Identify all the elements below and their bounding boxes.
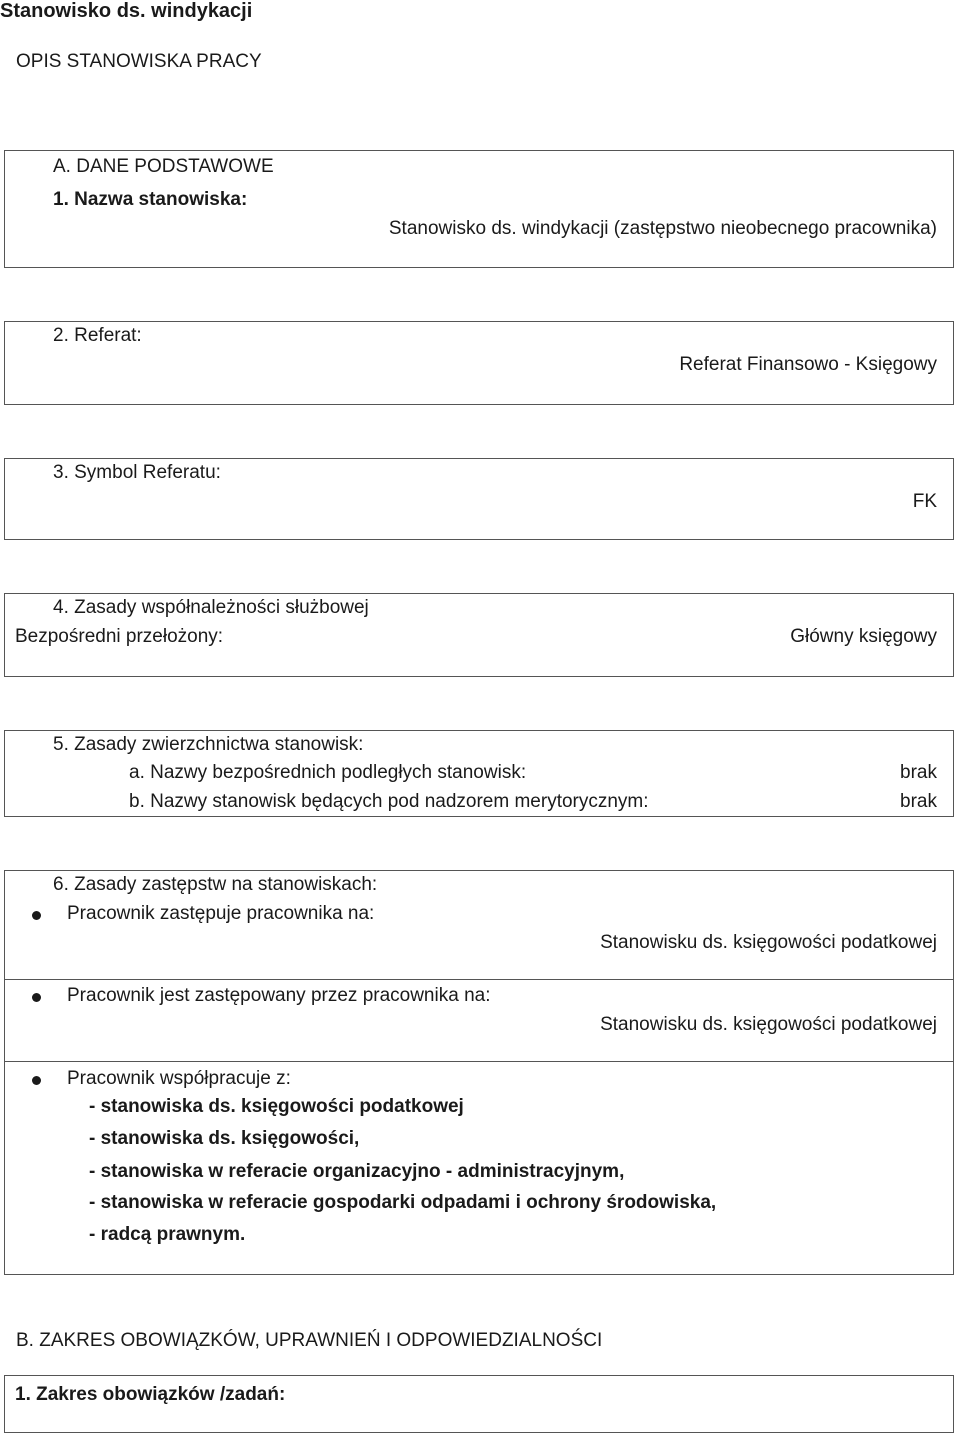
section-a-box-3 xyxy=(4,458,954,540)
document-subtitle: OPIS STANOWISKA PRACY xyxy=(16,51,262,72)
department-symbol-label: 3. Symbol Referatu: xyxy=(53,462,221,483)
duties-label: 1. Zakres obowiązków /zadań: xyxy=(15,1384,286,1405)
section-a-box-1 xyxy=(4,150,954,268)
substitution-rules-label: 6. Zasady zastępstw na stanowiskach: xyxy=(53,874,378,895)
cooperates-list-item: - stanowiska ds. księgowości podatkowej xyxy=(89,1096,464,1117)
department-value: Referat Finansowo - Księgowy xyxy=(679,354,937,375)
bullet-icon xyxy=(32,1076,41,1085)
replaces-value: Stanowisku ds. księgowości podatkowej xyxy=(600,932,937,953)
cooperates-list-item: - stanowiska w referacie gospodarki odpadami i ochrony środowiska, xyxy=(89,1192,717,1213)
section-a-box-4 xyxy=(4,593,954,677)
section-b-box-1 xyxy=(4,1375,954,1433)
replaced-by-label: Pracownik jest zastępowany przez pracownika na: xyxy=(67,985,491,1006)
substantive-supervision-label: b. Nazwy stanowisk będących pod nadzorem merytorycznym: xyxy=(129,791,649,812)
subordinate-positions-label: a. Nazwy bezpośrednich podległych stanowisk: xyxy=(129,762,527,783)
section-a-box-2 xyxy=(4,321,954,405)
substantive-supervision-value: brak xyxy=(900,791,937,812)
row-divider xyxy=(5,979,953,980)
subordinate-positions-value: brak xyxy=(900,762,937,783)
position-name-label: 1. Nazwa stanowiska: xyxy=(53,189,248,210)
supervision-label: 5. Zasady zwierzchnictwa stanowisk: xyxy=(53,734,364,755)
section-a-heading: A. DANE PODSTAWOWE xyxy=(53,156,274,177)
cooperates-list-item: - stanowiska ds. księgowości, xyxy=(89,1128,360,1149)
section-b-heading: B. ZAKRES OBOWIĄZKÓW, UPRAWNIEŃ I ODPOWIEDZIALNOŚCI xyxy=(16,1330,603,1351)
service-relations-label: 4. Zasady współnależności służbowej xyxy=(53,597,369,618)
department-symbol-value: FK xyxy=(912,491,937,512)
direct-supervisor-label: Bezpośredni przełożony: xyxy=(15,626,224,647)
cooperates-list-item: - radcą prawnym. xyxy=(89,1224,246,1245)
position-name-value: Stanowisko ds. windykacji (zastępstwo nieobecnego pracownika) xyxy=(388,218,937,239)
direct-supervisor-value: Główny księgowy xyxy=(790,626,937,647)
document-title: Stanowisko ds. windykacji xyxy=(0,0,253,22)
replaced-by-value: Stanowisku ds. księgowości podatkowej xyxy=(600,1014,937,1035)
replaces-label: Pracownik zastępuje pracownika na: xyxy=(67,903,375,924)
section-a-box-5 xyxy=(4,730,954,817)
row-divider xyxy=(5,1061,953,1062)
cooperates-list-item: - stanowiska w referacie organizacyjno - administracyjnym, xyxy=(89,1161,625,1182)
bullet-icon xyxy=(32,993,41,1002)
cooperates-label: Pracownik współpracuje z: xyxy=(67,1068,291,1089)
department-label: 2. Referat: xyxy=(53,325,142,346)
section-a-box-6 xyxy=(4,870,954,1275)
bullet-icon xyxy=(32,911,41,920)
